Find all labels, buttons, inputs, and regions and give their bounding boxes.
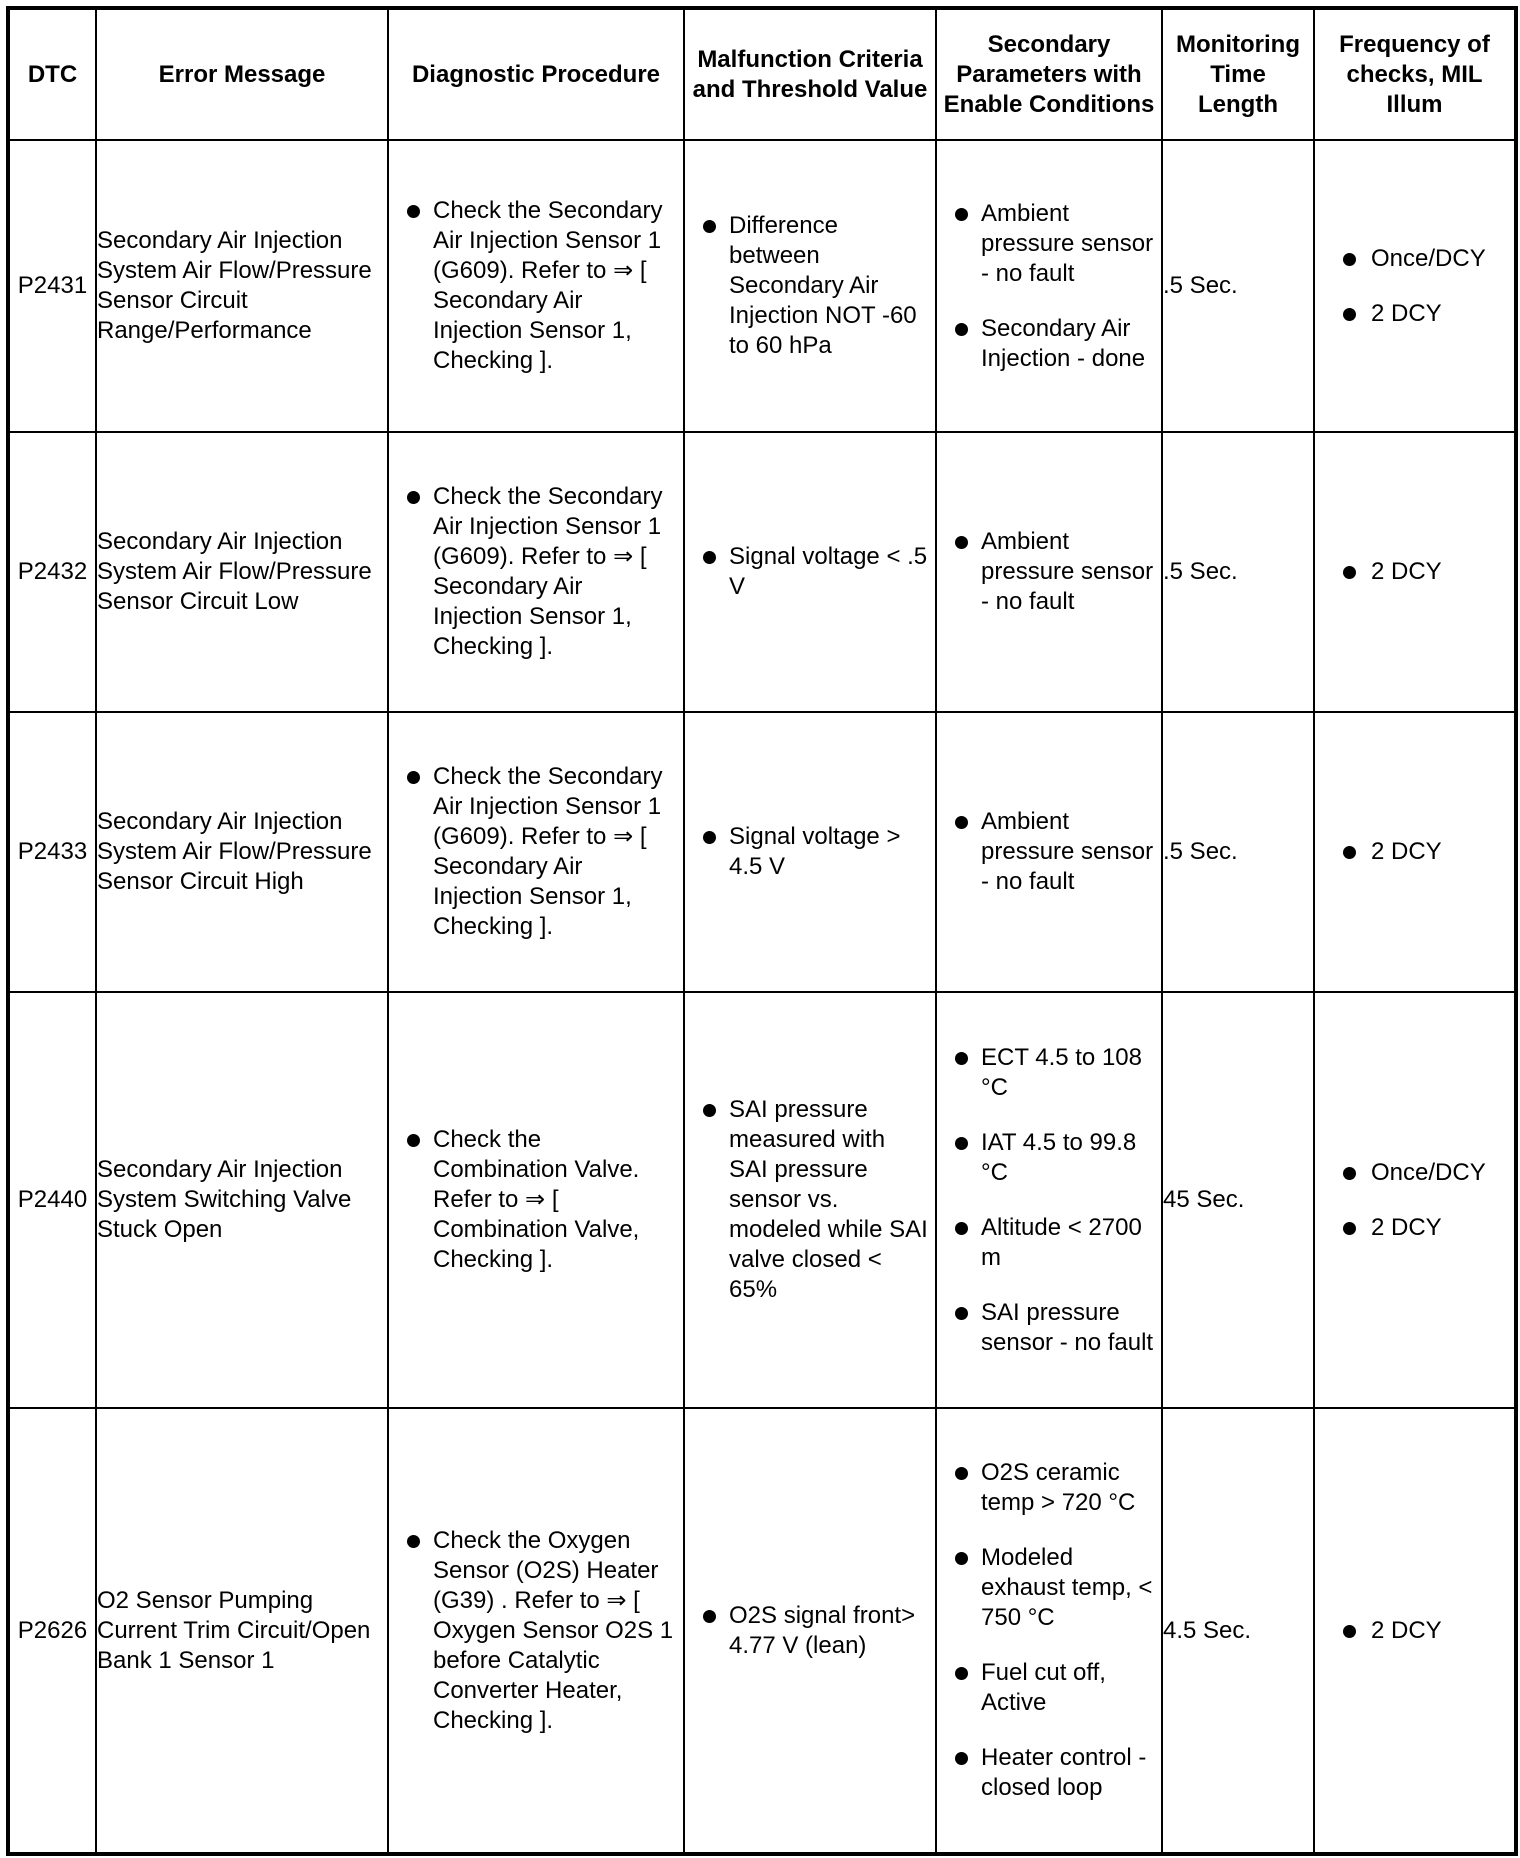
frequency-list (1315, 1616, 1514, 1646)
frequency-list (1315, 557, 1514, 587)
table-row (8, 992, 1516, 1408)
diagnostic-procedure (388, 1408, 684, 1854)
list-item: Ambient pressure sensor - no fault (937, 199, 1161, 289)
malfunction-criteria (684, 992, 936, 1408)
list-item: 2 DCY (1315, 1616, 1514, 1646)
list-item: Check the Secondary Air Injection Sensor 1 (G609). Refer to ⇒ [ Secondary Air Injection Sensor 1, Checking ]. (389, 482, 683, 662)
list-item: IAT 4.5 to 99.8 °C (937, 1128, 1161, 1188)
list-item: Ambient pressure sensor - no fault (937, 527, 1161, 617)
list-item: 2 DCY (1315, 1213, 1514, 1243)
list-item: 2 DCY (1315, 557, 1514, 587)
secondary-parameters (936, 992, 1162, 1408)
table-row (8, 712, 1516, 992)
diagnostic-procedure (388, 432, 684, 712)
list-item: Signal voltage > 4.5 V (685, 822, 935, 882)
header-frequency: Frequency of checks, MIL Illum (1314, 8, 1516, 140)
frequency (1314, 712, 1516, 992)
malfunction-criteria-list (685, 822, 935, 882)
malfunction-criteria-list (685, 542, 935, 602)
list-item: Check the Secondary Air Injection Sensor 1 (G609). Refer to ⇒ [ Secondary Air Injection Sensor 1, Checking ]. (389, 196, 683, 376)
monitoring-time: 4.5 Sec. (1162, 1408, 1314, 1854)
list-item: 2 DCY (1315, 299, 1514, 329)
list-item: Check the Oxygen Sensor (O2S) Heater (G39) . Refer to ⇒ [ Oxygen Sensor O2S 1 before Catalytic Converter Heater, Checking ]. (389, 1526, 683, 1736)
list-item: Secondary Air Injection - done (937, 314, 1161, 374)
header-dtc: DTC (8, 8, 96, 140)
header-secondary-parameters: Secondary Parameters with Enable Conditions (936, 8, 1162, 140)
diagnostic-procedure-list (389, 482, 683, 662)
dtc-code: P2440 (8, 992, 96, 1408)
table-row (8, 140, 1516, 432)
frequency (1314, 1408, 1516, 1854)
diagnostic-procedure (388, 992, 684, 1408)
list-item: Modeled exhaust temp, < 750 °C (937, 1543, 1161, 1633)
list-item: Ambient pressure sensor - no fault (937, 807, 1161, 897)
malfunction-criteria (684, 1408, 936, 1854)
error-message: O2 Sensor Pumping Current Trim Circuit/Open Bank 1 Sensor 1 (96, 1408, 388, 1854)
dtc-code: P2433 (8, 712, 96, 992)
error-message: Secondary Air Injection System Air Flow/Pressure Sensor Circuit High (96, 712, 388, 992)
monitoring-time: 45 Sec. (1162, 992, 1314, 1408)
secondary-parameters-list (937, 807, 1161, 897)
list-item: Heater control - closed loop (937, 1743, 1161, 1803)
list-item: Signal voltage < .5 V (685, 542, 935, 602)
list-item: Check the Secondary Air Injection Sensor 1 (G609). Refer to ⇒ [ Secondary Air Injection Sensor 1, Checking ]. (389, 762, 683, 942)
secondary-parameters (936, 140, 1162, 432)
diagnostic-procedure (388, 712, 684, 992)
list-item: ECT 4.5 to 108 °C (937, 1043, 1161, 1103)
frequency (1314, 140, 1516, 432)
frequency-list (1315, 244, 1514, 329)
table-row (8, 1408, 1516, 1854)
monitoring-time: .5 Sec. (1162, 712, 1314, 992)
frequency (1314, 992, 1516, 1408)
header-diagnostic-procedure: Diagnostic Procedure (388, 8, 684, 140)
header-malfunction-criteria: Malfunction Criteria and Threshold Value (684, 8, 936, 140)
malfunction-criteria-list (685, 211, 935, 361)
list-item: Altitude < 2700 m (937, 1213, 1161, 1273)
diagnostic-procedure-list (389, 1526, 683, 1736)
malfunction-criteria (684, 140, 936, 432)
secondary-parameters-list (937, 1043, 1161, 1358)
diagnostic-procedure-list (389, 196, 683, 376)
header-row (8, 8, 1516, 140)
malfunction-criteria-list (685, 1095, 935, 1305)
secondary-parameters (936, 712, 1162, 992)
list-item: Once/DCY (1315, 1158, 1514, 1188)
malfunction-criteria (684, 432, 936, 712)
diagnostic-procedure (388, 140, 684, 432)
dtc-table (6, 6, 1518, 1856)
diagnostic-procedure-list (389, 762, 683, 942)
error-message: Secondary Air Injection System Switching Valve Stuck Open (96, 992, 388, 1408)
table-row (8, 432, 1516, 712)
error-message: Secondary Air Injection System Air Flow/Pressure Sensor Circuit Low (96, 432, 388, 712)
list-item: 2 DCY (1315, 837, 1514, 867)
list-item: SAI pressure measured with SAI pressure sensor vs. modeled while SAI valve closed < 65% (685, 1095, 935, 1305)
frequency (1314, 432, 1516, 712)
frequency-list (1315, 1158, 1514, 1243)
list-item: Difference between Secondary Air Injection NOT -60 to 60 hPa (685, 211, 935, 361)
header-monitoring-time: Monitoring Time Length (1162, 8, 1314, 140)
table-body (8, 140, 1516, 1854)
secondary-parameters (936, 1408, 1162, 1854)
list-item: SAI pressure sensor - no fault (937, 1298, 1161, 1358)
monitoring-time: .5 Sec. (1162, 432, 1314, 712)
diagnostic-procedure-list (389, 1125, 683, 1275)
list-item: O2S ceramic temp > 720 °C (937, 1458, 1161, 1518)
malfunction-criteria-list (685, 1601, 935, 1661)
list-item: O2S signal front> 4.77 V (lean) (685, 1601, 935, 1661)
dtc-code: P2431 (8, 140, 96, 432)
list-item: Once/DCY (1315, 244, 1514, 274)
error-message: Secondary Air Injection System Air Flow/Pressure Sensor Circuit Range/Performance (96, 140, 388, 432)
secondary-parameters-list (937, 527, 1161, 617)
secondary-parameters-list (937, 199, 1161, 374)
malfunction-criteria (684, 712, 936, 992)
secondary-parameters (936, 432, 1162, 712)
dtc-code: P2432 (8, 432, 96, 712)
monitoring-time: .5 Sec. (1162, 140, 1314, 432)
frequency-list (1315, 837, 1514, 867)
list-item: Check the Combination Valve. Refer to ⇒ [ Combination Valve, Checking ]. (389, 1125, 683, 1275)
list-item: Fuel cut off, Active (937, 1658, 1161, 1718)
secondary-parameters-list (937, 1458, 1161, 1803)
dtc-code: P2626 (8, 1408, 96, 1854)
header-error-message: Error Message (96, 8, 388, 140)
